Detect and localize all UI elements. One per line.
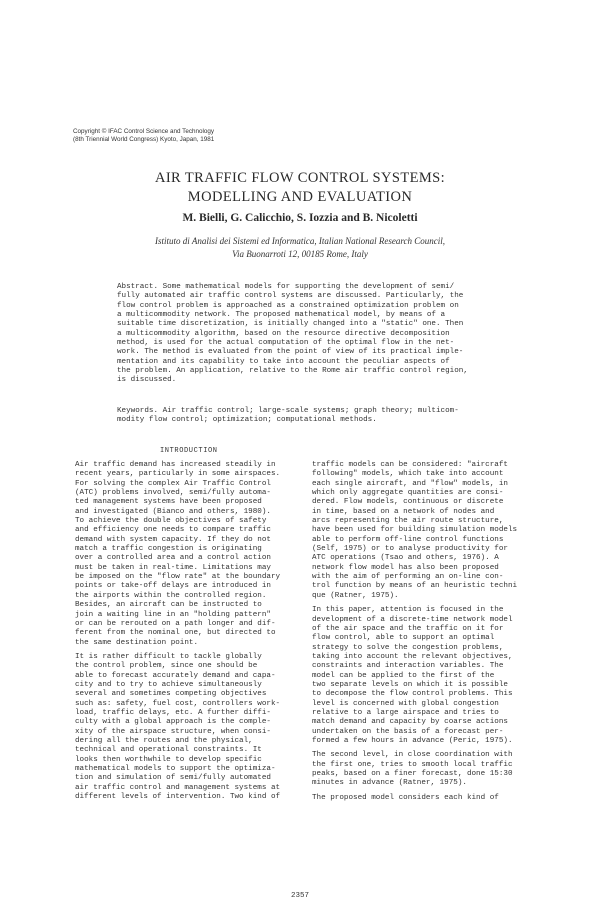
- text-line: two separate levels on which it is possible: [312, 680, 508, 689]
- abstract: [117, 283, 507, 386]
- text-line: over a controlled area and a control action: [75, 554, 271, 563]
- keywords-line: Keywords. Air traffic control; large-scale systems; graph theory; multicom-: [117, 407, 459, 415]
- abstract-line: flow control problem is approached as a constrained optimization problem on: [117, 301, 459, 310]
- text-line: such as: safety, fuel cost, controllers work-: [75, 699, 281, 708]
- text-line: trol function by means of an heuristic techni: [312, 582, 518, 591]
- text-line: undertaken on the basis of a forecast per-: [312, 727, 504, 736]
- paper-title-line-1: AIR TRAFFIC FLOW CONTROL SYSTEMS:: [154, 170, 446, 186]
- text-line: culty with a global approach is the comple-: [75, 718, 271, 727]
- text-line: minutes in advance (Ratner, 1975).: [312, 779, 467, 788]
- text-line: tion and simulation of semi/fully automated: [75, 774, 271, 783]
- text-line: match demand and capacity by coarse actions: [312, 718, 508, 727]
- text-line: which only aggregate quantities are consi-: [312, 489, 504, 498]
- section-heading-introduction: INTRODUCTION: [160, 447, 218, 455]
- text-line: recent years, particularly in some airspaces.: [75, 470, 281, 479]
- text-line: and efficiency one needs to compare traffic: [75, 526, 271, 535]
- text-line: technical and operational constraints. It: [75, 746, 262, 755]
- abstract-line: a multicommodity network. The proposed mathematical model, by means of a: [117, 311, 446, 320]
- abstract-line: method, is used for the actual computation of the optimal flow in the net-: [117, 339, 455, 348]
- text-line: arcs representing the air route structure,: [312, 517, 504, 526]
- text-line: In this paper, attention is focused in the: [312, 606, 504, 615]
- text-line: Besides, an aircraft can be instructed to: [75, 601, 262, 610]
- abstract-line: is discussed.: [117, 376, 177, 385]
- text-line: model can be applied to the first of the: [312, 671, 495, 680]
- text-line: ATC operations (Tsao and others, 1976). A: [312, 554, 499, 563]
- text-line: mathematical models to support the optimiza-: [75, 765, 276, 773]
- text-line: or can be rerouted on a path longer and dif-: [75, 619, 276, 628]
- text-line: peaks, based on a finer forecast, done 15:30: [312, 770, 513, 778]
- text-line: the first one, tries to smooth local traffic: [312, 760, 513, 769]
- text-line: constraints and interaction variables. The: [312, 662, 504, 671]
- text-line: Air traffic demand has increased steadily in: [75, 461, 276, 469]
- paper-title-line-2: MODELLING AND EVALUATION: [187, 189, 413, 205]
- text-line: must be taken in real-time. Limitations may: [75, 563, 271, 572]
- text-line: ted management systems have been proposed: [75, 498, 262, 507]
- text-line: with the aim of performing an on-line con-: [312, 573, 504, 582]
- text-line: match a traffic congestion is originating: [75, 545, 262, 554]
- abstract-line: suitable time discretization, is initially changed into a "static" one. Then: [117, 320, 464, 329]
- text-line: the airports within the controlled region.: [75, 591, 267, 600]
- text-line: relative to a large airspace and tries to: [312, 708, 499, 717]
- text-line: strategy to solve the congestion problems,: [312, 643, 504, 652]
- text-line: several and sometimes competing objectives: [75, 690, 267, 699]
- copyright-line-2: (8th Triennial World Congress) Kyoto, Japan, 1981: [73, 136, 215, 143]
- text-line: able to forecast accurately demand and capa-: [75, 671, 276, 680]
- text-line: que (Ratner, 1975).: [312, 591, 399, 600]
- abstract-line: Abstract. Some mathematical models for supporting the development of semi/: [117, 283, 455, 291]
- text-line: dered. Flow models, continuous or discrete: [312, 498, 504, 507]
- text-line: ferent from the nominal one, but directed to: [75, 629, 276, 638]
- paragraph: [312, 461, 527, 601]
- affiliation-line-1: Istituto di Analisi dei Sistemi ed Informatica, Italian National Research Council,: [155, 236, 445, 246]
- text-line: The second level, in close coordination with: [312, 751, 513, 760]
- text-line: The proposed model considers each kind of: [312, 793, 499, 802]
- right-column: [312, 461, 527, 808]
- copyright-notice: [73, 128, 214, 144]
- page-number: 2357: [290, 892, 309, 900]
- text-line: It is rather difficult to tackle globally: [75, 652, 262, 661]
- affiliation-line-2: Via Buonarroti 12, 00185 Rome, Italy: [232, 249, 368, 259]
- text-line: the control problem, since one should be: [75, 662, 258, 671]
- abstract-line: mentation and its capability to take into account the peculiar aspects of: [117, 357, 450, 366]
- authors: M. Bielli, G. Calicchio, S. Iozzia and B. Nicoletti: [182, 212, 418, 224]
- text-line: For solving the complex Air Traffic Control: [75, 479, 271, 488]
- abstract-line: fully automated air traffic control systems are discussed. Particularly, the: [117, 292, 464, 301]
- paragraph: [75, 461, 290, 648]
- paragraph: [312, 606, 527, 746]
- abstract-line: a multicommodity algorithm, based on the resource directive decomposition: [117, 329, 450, 338]
- abstract-line: the problem. An application, relative to the Rome air traffic control region,: [117, 367, 468, 376]
- text-line: city and to try to achieve simultaneously: [75, 680, 262, 689]
- copyright-line-1: Copyright © IFAC Control Science and Technology: [73, 128, 215, 135]
- text-line: xity of the airspace structure, when consi-: [75, 727, 271, 736]
- abstract-line: work. The method is evaluated from the point of view of its practical imple-: [117, 348, 464, 357]
- text-line: flow control, able to support an optimal: [312, 634, 495, 643]
- text-line: looks then worthwhile to develop specific: [75, 755, 262, 764]
- text-line: able to perform off-line control functions: [312, 535, 504, 544]
- text-line: each single aircraft, and "flow" models, in: [312, 479, 508, 488]
- paragraph: [312, 751, 527, 788]
- text-line: points or take-off delays are introduced in: [75, 582, 271, 591]
- text-line: network flow model has also been proposed: [312, 563, 499, 572]
- text-line: and investigated (Bianco and others, 1980).: [75, 507, 271, 516]
- text-line: of the air space and the traffic on it for: [312, 624, 504, 633]
- keywords-line: modity flow control; optimization; computational methods.: [117, 416, 377, 425]
- paragraph: [312, 794, 527, 803]
- text-line: To achieve the double objectives of safety: [75, 517, 267, 526]
- text-line: demand with system capacity. If they do not: [75, 535, 271, 544]
- text-line: taking into account the relevant objectives,: [312, 652, 513, 661]
- keywords: [117, 407, 517, 426]
- text-line: dering all the routes and the physical,: [75, 736, 253, 745]
- paragraph: [75, 653, 290, 803]
- text-line: development of a discrete-time network model: [312, 615, 513, 624]
- text-line: traffic models can be considered: "aircraft: [312, 461, 508, 469]
- text-line: (ATC) problems involved, semi/fully automa-: [75, 489, 271, 498]
- text-line: have been used for building simulation models: [312, 526, 518, 535]
- text-line: different levels of intervention. Two kind of: [75, 793, 281, 802]
- text-line: in time, based on a network of nodes and: [312, 507, 495, 516]
- text-line: load, traffic delays, etc. A further diffi-: [75, 708, 271, 717]
- text-line: level is concerned with global congestion: [312, 699, 499, 708]
- text-line: formed a few hours in advance (Peric, 1975).: [312, 736, 513, 745]
- text-line: following" models, which take into account: [312, 470, 504, 479]
- text-line: join a waiting line in an "holding pattern": [75, 610, 271, 619]
- text-line: the same destination point.: [75, 638, 199, 647]
- text-line: air traffic control and management systems at: [75, 783, 281, 792]
- text-line: to decompose the flow control problems. This: [312, 690, 513, 699]
- text-line: be imposed on the "flow rate" at the boundary: [75, 573, 281, 582]
- text-line: (Self, 1975) or to analyse productivity for: [312, 545, 508, 554]
- left-column: [75, 461, 290, 807]
